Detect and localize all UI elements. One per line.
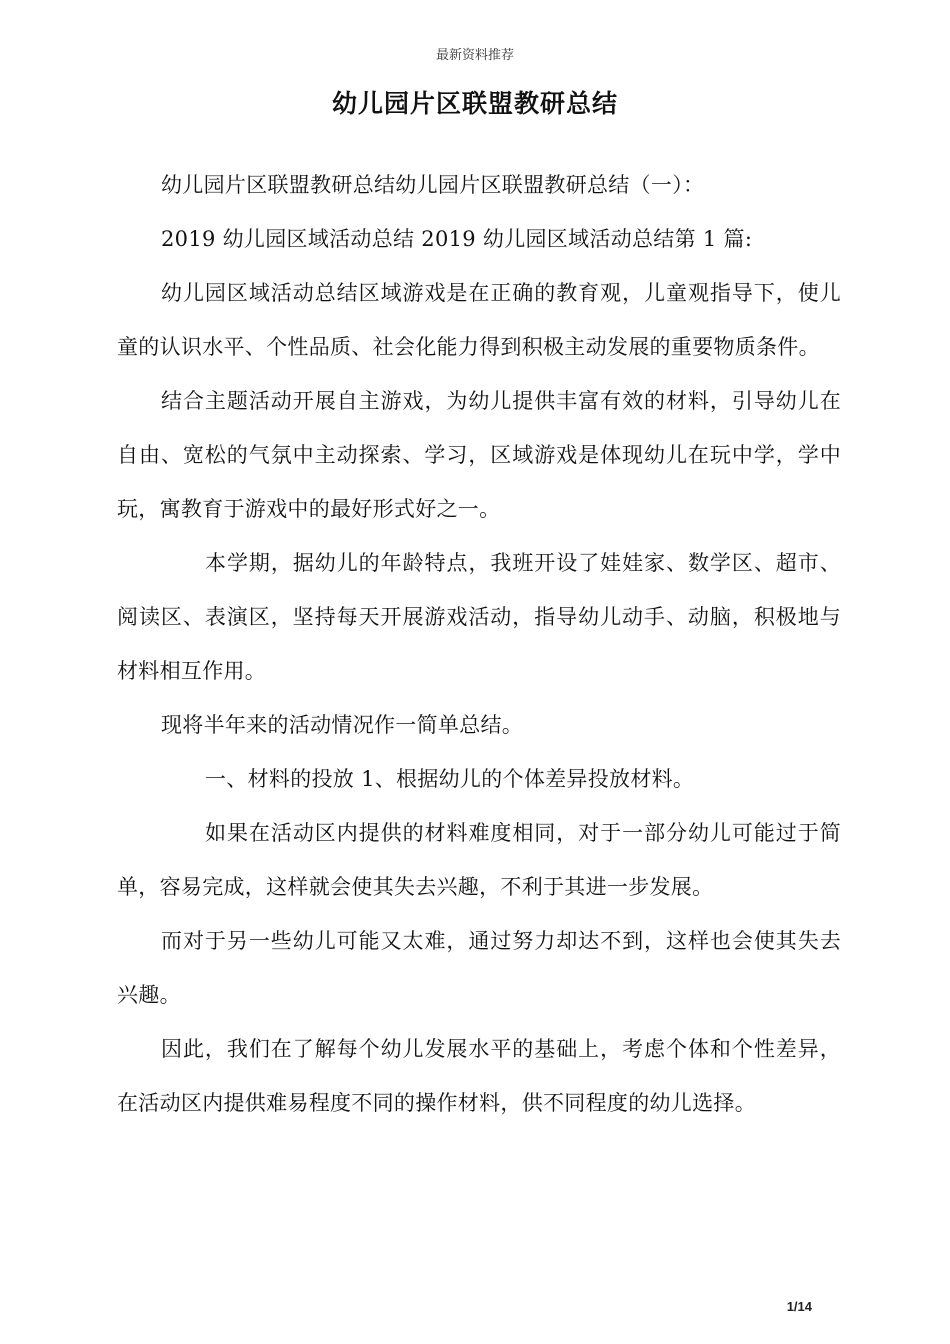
paragraph-intro: 幼儿园片区联盟教研总结幼儿园片区联盟教研总结（一）：: [161, 173, 705, 197]
paragraph-theme-activity: 结合主题活动开展自主游戏，为幼儿提供丰富有效的材料，引导幼儿在自由、宽松的气氛中主动探索、学习，区域游戏是体现幼儿在玩中学，学中玩，寓教育于游戏中的最好形式好之一。: [117, 389, 841, 521]
document-title: 幼儿园片区联盟教研总结: [331, 89, 618, 118]
paragraph-definition: 幼儿园区域活动总结区域游戏是在正确的教育观，儿童观指导下，使儿童的认识水平、个性品质、社会化能力得到积极主动发展的重要物质条件。: [117, 281, 841, 359]
paragraph-too-difficult: 而对于另一些幼儿可能又太难，通过努力却达不到，这样也会使其失去兴趣。: [117, 929, 841, 1007]
paragraph-summary-intro: 现将半年来的活动情况作一简单总结。: [161, 713, 524, 737]
page-number: 1/14: [786, 1299, 812, 1314]
paragraph-conclusion: 因此，我们在了解每个幼儿发展水平的基础上，考虑个体和个性差异，在活动区内提供难易程度不同的操作材料，供不同程度的幼儿选择。: [117, 1037, 841, 1115]
paragraph-subtitle: 2019 幼儿园区域活动总结 2019 幼儿园区域活动总结第 1 篇:: [161, 227, 753, 251]
paragraph-section-heading: 一、材料的投放 1、根据幼儿的个体差异投放材料。: [205, 767, 695, 791]
paragraph-semester: 本学期，据幼儿的年龄特点，我班开设了娃娃家、数学区、超市、阅读区、表演区，坚持每天开展游戏活动，指导幼儿动手、动脑，积极地与材料相互作用。: [117, 551, 841, 683]
paragraph-same-difficulty: 如果在活动区内提供的材料难度相同，对于一部分幼儿可能过于简单，容易完成，这样就会使其失去兴趣，不利于其进一步发展。: [117, 821, 841, 899]
document-body: [117, 158, 841, 1130]
page-header: 最新资料推荐: [435, 48, 514, 63]
